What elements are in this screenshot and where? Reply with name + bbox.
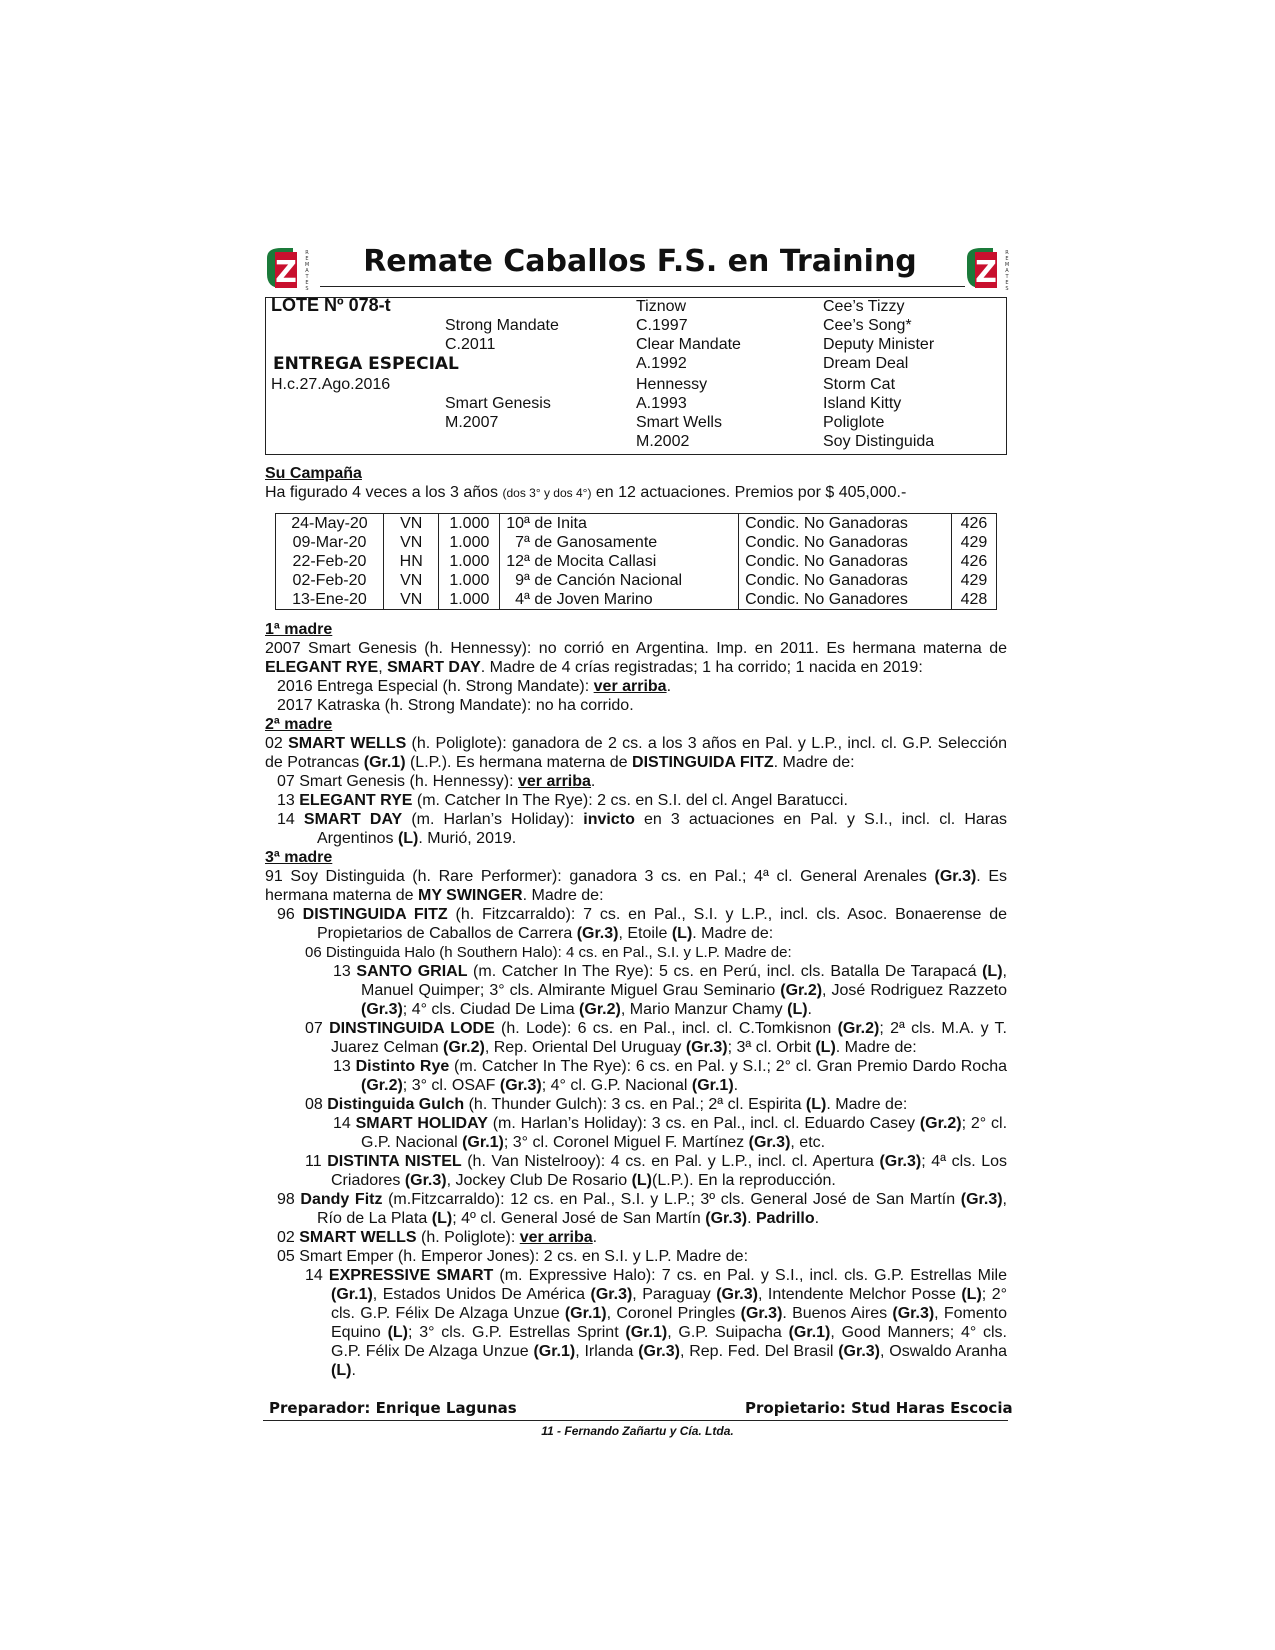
- pedigree-box: [265, 297, 1007, 455]
- paragraph: 2007 Smart Genesis (h. Hennessy): no corrió en Argentina. Imp. en 2011. Es hermana materna de ELEGANT RYE, SMART DAY. Madre de 4 crías registradas; 1 ha corrido; 1 nacida en 2019:: [265, 640, 1007, 676]
- race-dist: 1.000: [439, 514, 500, 534]
- trainer: Preparador: Enrique Lagunas: [269, 1399, 517, 1417]
- paragraph: 91 Soy Distinguida (h. Rare Performer): ganadora 3 cs. en Pal.; 4ª cl. General Arenales (Gr.3). Es hermana materna de MY SWINGER. Madre de:: [265, 868, 1008, 904]
- paragraph: 11 DISTINTA NISTEL (h. Van Nistelrooy): 4 cs. en Pal. y L.P., incl. cl. Apertura (Gr.3); 4ª cls. Los Criadores (Gr.3), Jockey Club De Rosario (L)(L.P.). En la reproducción.: [305, 1153, 1008, 1189]
- paragraph: 14 SMART HOLIDAY (m. Harlan’s Holiday): 3 cs. en Pal., incl. cl. Eduardo Casey (Gr.2); 2° cl. G.P. Nacional (Gr.1); 3° cl. Coronel Miguel F. Martínez (Gr.3), etc.: [333, 1115, 1008, 1151]
- grandsire-2: Hennessy: [636, 376, 708, 393]
- granddam-1: Clear Mandate: [636, 336, 741, 353]
- sire-year: C.2011: [445, 336, 496, 353]
- race-date: 02-Feb-20: [292, 572, 367, 589]
- paragraph: 07 Smart Genesis (h. Hennessy): ver arriba.: [277, 773, 596, 790]
- paragraph: 08 Distinguida Gulch (h. Thunder Gulch): 3 cs. en Pal.; 2ª cl. Espirita (L). Madre de:: [305, 1096, 908, 1113]
- grandsire-2-year: A.1993: [636, 395, 687, 412]
- svg-text:E: E: [1005, 280, 1009, 286]
- first-dam-heading: 1ª madre: [265, 621, 333, 638]
- first-dam-section: [265, 620, 1007, 1380]
- svg-text:S: S: [1005, 286, 1009, 292]
- race-dist: 1.000: [439, 590, 500, 610]
- svg-text:R: R: [305, 250, 309, 256]
- great-4: Dream Deal: [823, 355, 909, 372]
- owner: Propietario: Stud Haras Escocia: [745, 1399, 1013, 1417]
- paragraph: 02 SMART WELLS (h. Poliglote): ver arriba.: [277, 1229, 598, 1246]
- campaign-heading: Su Campaña: [265, 465, 362, 482]
- race-row: [276, 552, 997, 571]
- svg-text:E: E: [305, 256, 309, 262]
- second-dam-heading: 2ª madre: [265, 716, 333, 733]
- granddam-2: Smart Wells: [636, 414, 722, 431]
- great-6: Island Kitty: [823, 395, 902, 412]
- race-date: 24-May-20: [291, 515, 368, 532]
- race-place: 7ª de Ganosamente: [500, 533, 739, 552]
- sire-name: Strong Mandate: [445, 317, 559, 334]
- paragraph: 05 Smart Emper (h. Emperor Jones): 2 cs. en S.I. y L.P. Madre de:: [277, 1248, 749, 1265]
- great-5: Storm Cat: [823, 376, 896, 393]
- footer-rule: [263, 1420, 1008, 1421]
- grandsire-1: Tiznow: [636, 298, 687, 315]
- race-cond: Condic. No Ganadoras: [739, 514, 952, 534]
- granddam-2-year: M.2002: [636, 433, 690, 450]
- paragraph: 96 DISTINGUIDA FITZ (h. Fitzcarraldo): 7 cs. en Pal., S.I. y L.P., incl. cls. Asoc. Bonaerense de Propietarios de Caballos de Carrera (Gr.3), Etoile (L). Madre de:: [277, 906, 1008, 942]
- race-date: 13-Ene-20: [292, 591, 367, 608]
- paragraph: 13 SANTO GRIAL (m. Catcher In The Rye): 5 cs. en Perú, incl. cls. Batalla De Tarapacá (L), Manuel Quimper; 3° cls. Almirante Miguel Grau Seminario (Gr.2), José Rodriguez Razzeto (Gr.3); 4° cls. Ciudad De Lima (Gr.2), Mario Manzur Chamy (L).: [333, 963, 1008, 1018]
- paragraph: 2016 Entrega Especial (h. Strong Mandate): ver arriba.: [277, 678, 672, 695]
- great-3: Deputy Minister: [823, 336, 935, 353]
- zanartu-logo-left: [263, 244, 315, 292]
- svg-text:M: M: [1004, 262, 1010, 268]
- dam-name: Smart Genesis: [445, 395, 551, 412]
- race-weight: 429: [951, 571, 996, 590]
- svg-text:R: R: [1005, 250, 1009, 256]
- race-date: 09-Mar-20: [292, 534, 367, 551]
- race-track: VN: [383, 571, 439, 590]
- paragraph: 14 SMART DAY (m. Harlan’s Holiday): invicto en 3 actuaciones en Pal. y S.I., incl. cl. Haras Argentinos (L). Murió, 2019.: [277, 811, 1007, 847]
- race-place: 4ª de Joven Marino: [500, 590, 739, 610]
- race-dist: 1.000: [439, 533, 500, 552]
- svg-text:E: E: [305, 280, 309, 286]
- lot-number: LOTE Nº 078-t: [271, 295, 391, 315]
- great-7: Poliglote: [823, 414, 885, 431]
- race-place: 12ª de Mocita Callasi: [500, 552, 739, 571]
- svg-text:E: E: [1005, 256, 1009, 262]
- race-table: [275, 513, 997, 610]
- svg-text:T: T: [1005, 274, 1009, 280]
- great-2: Cee’s Song*: [823, 317, 912, 334]
- race-cond: Condic. No Ganadoras: [739, 552, 952, 571]
- race-cond: Condic. No Ganadoras: [739, 571, 952, 590]
- svg-text:A: A: [1005, 268, 1009, 274]
- paragraph: 14 EXPRESSIVE SMART (m. Expressive Halo): 7 cs. en Pal. y S.I., incl. cls. G.P. Estrellas Mile (Gr.1), Estados Unidos De América (Gr.3), Paraguay (Gr.3), Intendente Melchor Posse (L); 2° cls. G.P. Félix De Alzaga Unzue (Gr.1), Coronel Pringles (Gr.3). Buenos Aires (Gr.3), Fomento Equino (L); 3° cls. G.P. Estrellas Sprint (Gr.1), G.P. Suipacha (Gr.1), Good Manners; 4° cls. G.P. Félix De Alzaga Unzue (Gr.1), Irlanda (Gr.3), Rep. Fed. Del Brasil (Gr.3), Oswaldo Aranha (L).: [305, 1267, 1008, 1379]
- grandsire-1-year: C.1997: [636, 317, 688, 334]
- svg-text:T: T: [305, 274, 309, 280]
- race-date: 22-Feb-20: [292, 553, 367, 570]
- race-dist: 1.000: [439, 571, 500, 590]
- svg-text:Z: Z: [975, 255, 997, 290]
- title-rule: [320, 286, 965, 287]
- race-weight: 428: [951, 590, 996, 610]
- race-cond: Condic. No Ganadores: [739, 590, 952, 610]
- zanartu-logo-right: [963, 244, 1015, 292]
- granddam-1-year: A.1992: [636, 355, 687, 372]
- race-place: 9ª de Canción Nacional: [500, 571, 739, 590]
- race-place: 10ª de Inita: [500, 514, 739, 534]
- paragraph: 02 SMART WELLS (h. Poliglote): ganadora de 2 cs. a los 3 años en Pal. y L.P., incl. cl. G.P. Selección de Potrancas (Gr.1) (L.P.). Es hermana materna de DISTINGUIDA FITZ. Madre de:: [265, 735, 1007, 771]
- great-8: Soy Distinguida: [823, 433, 935, 450]
- paragraph: 06 Distinguida Halo (h Southern Halo): 4 cs. en Pal., S.I. y L.P. Madre de:: [305, 944, 792, 961]
- race-row: [276, 514, 997, 534]
- horse-birth: H.c.27.Ago.2016: [271, 376, 391, 393]
- race-weight: 426: [951, 552, 996, 571]
- race-row: [276, 571, 997, 590]
- paragraph: 2017 Katraska (h. Strong Mandate): no ha corrido.: [277, 697, 634, 714]
- paragraph: 98 Dandy Fitz (m.Fitzcarraldo): 12 cs. en Pal., S.I. y L.P.; 3º cls. General José de San Martín (Gr.3), Río de La Plata (L); 4º cl. General José de San Martín (Gr.3). Padrillo.: [277, 1191, 1007, 1227]
- race-row: [276, 533, 997, 552]
- dam-year: M.2007: [445, 414, 499, 431]
- svg-text:A: A: [305, 268, 309, 274]
- race-weight: 426: [951, 514, 996, 534]
- paragraph: 07 DINSTINGUIDA LODE (h. Lode): 6 cs. en Pal., incl. cl. C.Tomkisnon (Gr.2); 2ª cls. M.A. y T. Juarez Celman (Gr.2), Rep. Oriental Del Uruguay (Gr.3); 3ª cl. Orbit (L). Madre de:: [305, 1020, 1008, 1056]
- race-track: VN: [383, 514, 439, 534]
- campaign-summary: Ha figurado 4 veces a los 3 años (dos 3° y dos 4°) en 12 actuaciones. Premios por $ 405,000.-: [265, 484, 907, 501]
- page-title: Remate Caballos F.S. en Training: [363, 244, 917, 279]
- svg-text:S: S: [305, 286, 309, 292]
- horse-name: ENTREGA ESPECIAL: [273, 354, 459, 374]
- svg-text:M: M: [304, 262, 310, 268]
- great-1: Cee’s Tizzy: [823, 298, 905, 315]
- race-track: VN: [383, 590, 439, 610]
- paragraph: 13 ELEGANT RYE (m. Catcher In The Rye): 2 cs. en S.I. del cl. Angel Baratucci.: [277, 792, 848, 809]
- paragraph: 13 Distinto Rye (m. Catcher In The Rye): 6 cs. en Pal. y S.I.; 2° cl. Gran Premio Dardo Rocha (Gr.2); 3° cl. OSAF (Gr.3); 4° cl. G.P. Nacional (Gr.1).: [333, 1058, 1007, 1094]
- svg-text:Z: Z: [275, 255, 297, 290]
- third-dam-heading: 3ª madre: [265, 849, 333, 866]
- race-row: [276, 590, 997, 610]
- race-dist: 1.000: [439, 552, 500, 571]
- race-cond: Condic. No Ganadoras: [739, 533, 952, 552]
- race-track: HN: [383, 552, 439, 571]
- race-track: VN: [383, 533, 439, 552]
- race-weight: 429: [951, 533, 996, 552]
- page-footer: 11 - Fernando Zañartu y Cía. Ltda.: [541, 1424, 734, 1438]
